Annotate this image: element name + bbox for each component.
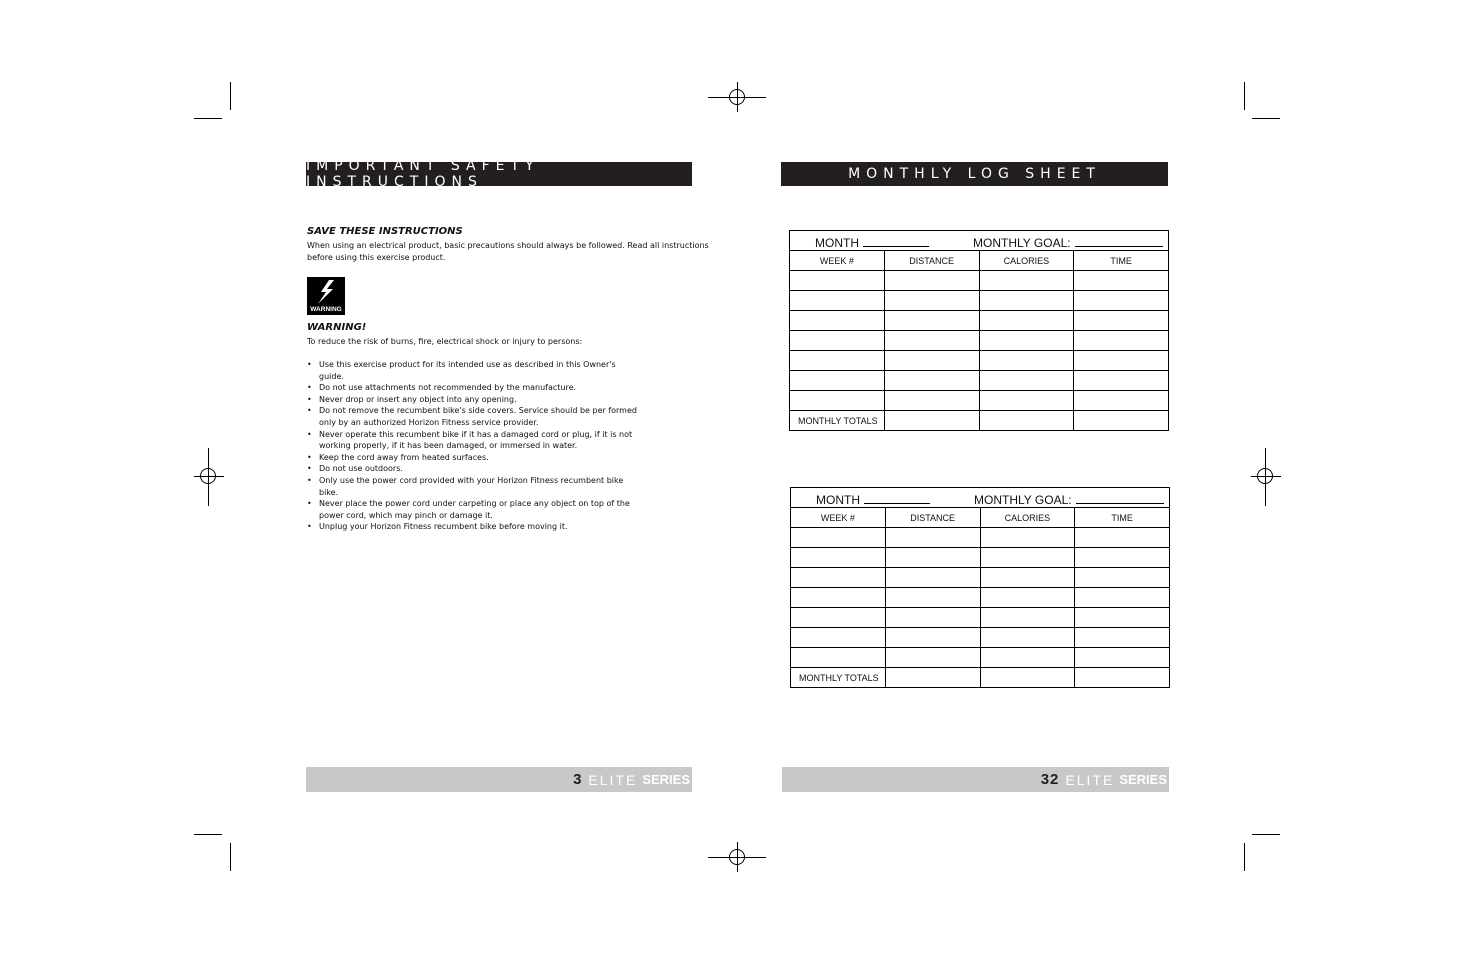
table-row xyxy=(790,351,1169,371)
list-item: • Unplug your Horizon Fitness recumbent bike before moving it. xyxy=(307,521,639,533)
goal-label: MONTHLY GOAL: xyxy=(973,236,1071,250)
registration-mark-circle xyxy=(729,849,745,865)
list-item: • Keep the cord away from heated surfaces. xyxy=(307,452,639,464)
month-field[interactable] xyxy=(863,245,929,247)
column-header: TIME xyxy=(1074,251,1169,271)
crop-mark xyxy=(1252,834,1280,835)
page-number: 3 xyxy=(573,771,583,788)
totals-row xyxy=(791,668,1170,688)
monthly-log-table xyxy=(789,230,1169,431)
registration-mark-circle xyxy=(729,89,745,105)
registration-mark-circle xyxy=(1257,468,1273,484)
month-field[interactable] xyxy=(864,502,930,504)
crop-mark xyxy=(230,82,231,110)
save-instructions-heading: SAVE THESE INSTRUCTIONS xyxy=(307,226,463,237)
table-row xyxy=(791,528,1170,548)
totals-row xyxy=(790,411,1169,431)
table-row xyxy=(790,271,1169,291)
right-page-footer xyxy=(782,767,1169,792)
column-header: DISTANCE xyxy=(885,508,980,528)
table-row xyxy=(791,608,1170,628)
safety-bullet-list xyxy=(307,359,639,533)
monthly-totals-label: MONTHLY TOTALS xyxy=(790,411,885,431)
warning-icon-label: WARNING xyxy=(310,306,342,313)
list-item: • Use this exercise product for its intended use as described in this Owner's guide. xyxy=(307,359,639,382)
log-sheet-banner: MONTHLY LOG SHEET xyxy=(781,162,1168,186)
table-row xyxy=(790,291,1169,311)
column-header: WEEK # xyxy=(790,251,885,271)
footer-series: SERIES xyxy=(642,772,690,787)
footer-series: SERIES xyxy=(1119,772,1167,787)
table-row xyxy=(790,371,1169,391)
safety-banner: IMPORTANT SAFETY INSTRUCTIONS xyxy=(306,162,692,186)
crop-mark xyxy=(1244,843,1245,871)
table-row xyxy=(791,568,1170,588)
table-row xyxy=(790,391,1169,411)
list-item: • Only use the power cord provided with your Horizon Fitness recumbent bike bike. xyxy=(307,475,639,498)
crop-mark xyxy=(1244,82,1245,110)
table-row xyxy=(791,628,1170,648)
list-item: • Do not use outdoors. xyxy=(307,463,639,475)
monthly-log-table xyxy=(790,487,1170,688)
footer-elite: ELITE xyxy=(1065,771,1115,788)
list-item: • Never place the power cord under carpeting or place any object on top of the power cord, which may pinch or damage it. xyxy=(307,498,639,521)
month-label: MONTH xyxy=(815,236,859,250)
page-number: 32 xyxy=(1040,771,1060,788)
electric-warning-icon xyxy=(307,277,345,315)
column-header: CALORIES xyxy=(980,508,1075,528)
column-header: TIME xyxy=(1075,508,1170,528)
warning-text: To reduce the risk of burns, fire, electrical shock or injury to persons: xyxy=(307,337,583,346)
registration-mark-circle xyxy=(200,468,216,484)
footer-elite: ELITE xyxy=(588,771,638,788)
table-row xyxy=(791,648,1170,668)
column-header: WEEK # xyxy=(791,508,886,528)
crop-mark xyxy=(194,118,222,119)
crop-mark xyxy=(1252,118,1280,119)
monthly-totals-label: MONTHLY TOTALS xyxy=(791,668,886,688)
list-item: • Do not remove the recumbent bike's side covers. Service should be per formed only by an authorized Horizon Fitness service provider. xyxy=(307,405,639,428)
list-item: • Do not use attachments not recommended by the manufacture. xyxy=(307,382,639,394)
month-label: MONTH xyxy=(816,493,860,507)
list-item: • Never operate this recumbent bike if it has a damaged cord or plug, if it is not working properly, if it has been damaged, or immersed in water. xyxy=(307,429,639,452)
table-row xyxy=(791,548,1170,568)
column-header: DISTANCE xyxy=(884,251,979,271)
list-item: • Never drop or insert any object into any opening. xyxy=(307,394,639,406)
table-row xyxy=(790,311,1169,331)
warning-heading: WARNING! xyxy=(307,322,367,333)
table-row xyxy=(791,588,1170,608)
save-instructions-text-1: When using an electrical product, basic precautions should always be followed. Read all instructions xyxy=(307,241,709,250)
left-page-footer xyxy=(306,767,692,792)
lightning-bolt-icon xyxy=(307,277,345,307)
save-instructions-text-2: before using this exercise product. xyxy=(307,253,446,262)
goal-label: MONTHLY GOAL: xyxy=(974,493,1072,507)
goal-field[interactable] xyxy=(1075,245,1163,247)
table-row xyxy=(790,331,1169,351)
crop-mark xyxy=(194,834,222,835)
column-header: CALORIES xyxy=(979,251,1074,271)
crop-mark xyxy=(230,843,231,871)
goal-field[interactable] xyxy=(1076,502,1164,504)
